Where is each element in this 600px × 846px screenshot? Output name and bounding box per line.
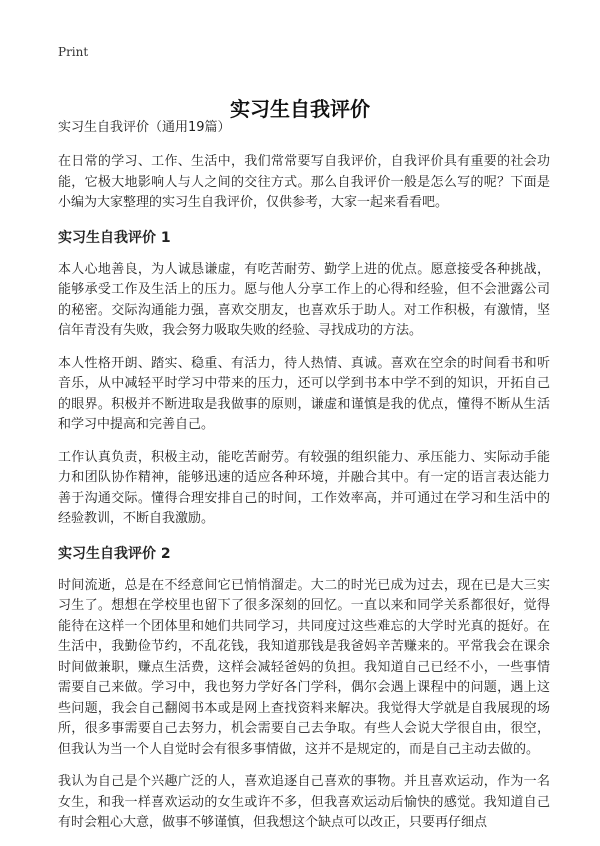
paragraph: 时间流逝，总是在不经意间它已悄悄溜走。大二的时光已成为过去，现在已是大三实习生了。想想在学校里也留下了很多深刻的回忆。一直以来和同学关系都很好，觉得能待在这样一个团体里和她们共同学习，共同度过这些难忘的大学时光真的挺好。在生活中，我勤俭节约，不乱花钱，我知道那钱是我爸妈辛苦赚来的。平常我会在课余时间做兼职，赚点生活费，这样会减轻爸妈的负担。我知道自己已经不小，一些事情需要自己来做。学习中，我也努力学好各门学科，偶尔会遇上课程中的问题，遇上这些问题，我会自己翻阅书本或是网上查找资料来解决。我觉得大学就是自我展现的场所，很多事需要自己去努力，机会需要自己去争取。有些人会说大学很自由，很空，但我认为当一个人自觉时会有很多事情做，这并不是规定的，而是自己主动去做的。 — [58, 577, 550, 757]
intro-paragraph: 在日常的学习、工作、生活中，我们常常要写自我评价，自我评价具有重要的社会功能，它极大地影响人与人之间的交往方式。那么自我评价一般是怎么写的呢？下面是小编为大家整理的实习生自我评价，仅供参考，大家一起来看看吧。 — [58, 154, 550, 210]
section-heading: 实习生自我评价 1 — [58, 229, 171, 246]
print-link[interactable]: Print — [58, 45, 89, 59]
document-title: 实习生自我评价 — [230, 97, 370, 122]
document-body — [58, 118, 550, 846]
document-subtitle: 实习生自我评价（通用19篇） — [58, 120, 231, 135]
section-heading: 实习生自我评价 2 — [58, 545, 171, 562]
paragraph: 本人性格开朗、踏实、稳重、有活力，待人热情、真诚。喜欢在空余的时间看书和听音乐，从中减轻平时学习中带来的压力，还可以学到书本中学不到的知识，开拓自己的眼界。积极并不断进取是我做事的原则，谦虚和谨慎是我的优点，懂得不断从生活和学习中提高和完善自己。 — [58, 355, 550, 432]
paragraph: 我认为自己是个兴趣广泛的人，喜欢追逐自己喜欢的事物。并且喜欢运动，作为一名女生，和我一样喜欢运动的女生或许不多，但我喜欢运动后愉快的感觉。我知道自己有时会粗心大意，做事不够谨慎，但我想这个缺点可以改正，只要再仔细点 — [58, 774, 550, 830]
paragraph: 工作认真负责，积极主动，能吃苦耐劳。有较强的组织能力、承压能力、实际动手能力和团队协作精神，能够迅速的适应各种环境，并融合其中。有一定的语言表达能力善于沟通交际。懂得合理安排自己的时间，工作效率高，并可通过在学习和生活中的经验教训，不断自我激励。 — [58, 449, 550, 526]
paragraph: 本人心地善良，为人诚恳谦虚，有吃苦耐劳、勤学上进的优点。愿意接受各种挑战，能够承受工作及生活上的压力。愿与他人分享工作上的心得和经验，但不会泄露公司的秘密。交际沟通能力强，喜欢交朋友，也喜欢乐于助人。对工作积极，有激情，坚信年青没有失败，我会努力吸取失败的经验、寻找成功的方法。 — [58, 261, 550, 338]
